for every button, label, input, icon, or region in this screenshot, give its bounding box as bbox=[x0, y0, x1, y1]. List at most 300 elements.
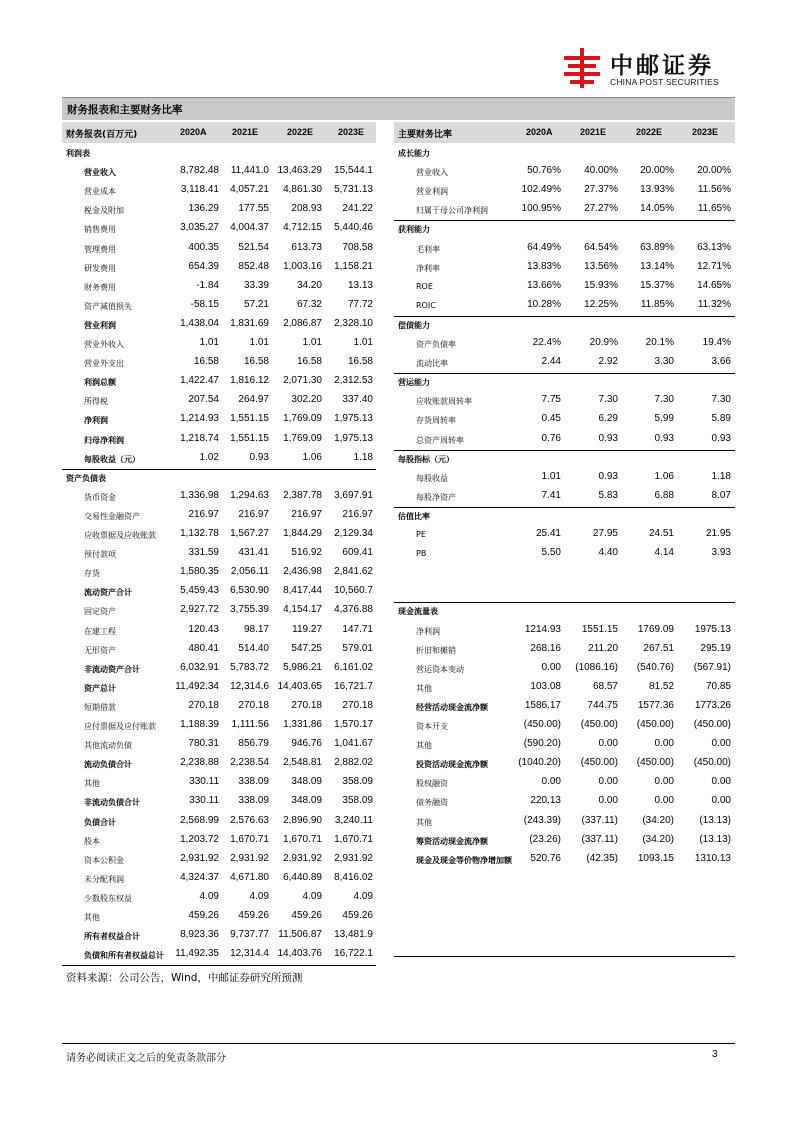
right-section-divider bbox=[394, 602, 735, 603]
left-row-label: 在建工程 bbox=[84, 626, 116, 636]
right-row-label: 其他 bbox=[416, 683, 432, 693]
right-row-label: 现金及现金等价物净增加额 bbox=[416, 855, 512, 865]
left-cell: 1,188.39 bbox=[180, 719, 219, 730]
left-row-label: 流动负债合计 bbox=[84, 760, 132, 770]
left-cell: 16.58 bbox=[296, 356, 322, 368]
left-cell: 16.58 bbox=[347, 356, 373, 368]
source-note: 资料来源：公司公告，Wind，中邮证券研究所预测 bbox=[66, 972, 303, 984]
left-cell: 1,294.63 bbox=[230, 489, 269, 501]
left-cell: 241.22 bbox=[342, 203, 373, 215]
right-cell: 7.41 bbox=[541, 489, 561, 501]
left-cell: 264.97 bbox=[238, 394, 269, 406]
right-cell: 744.75 bbox=[587, 699, 618, 711]
left-cell: 459.26 bbox=[291, 910, 322, 921]
left-cell: 852.48 bbox=[238, 260, 269, 272]
right-cell: 13.83% bbox=[527, 260, 561, 272]
left-cell: 400.35 bbox=[188, 241, 219, 253]
left-cell: 1.01 bbox=[353, 337, 373, 348]
right-cell: 40.00% bbox=[584, 165, 618, 177]
right-cell: 1586.17 bbox=[524, 699, 561, 711]
right-cell: (243.39) bbox=[523, 814, 561, 826]
left-row-label: 资产减值损失 bbox=[84, 301, 132, 311]
right-year-header: 2023E bbox=[692, 127, 719, 137]
right-cell: 10.28% bbox=[527, 298, 561, 310]
right-cell: 64.49% bbox=[527, 241, 561, 253]
right-cell: (567.91) bbox=[693, 661, 731, 673]
left-cell: 13,481.9 bbox=[334, 929, 373, 941]
left-row-label: 研发费用 bbox=[84, 263, 116, 273]
left-cell: 1,570.17 bbox=[334, 719, 373, 730]
left-cell: 216.97 bbox=[238, 508, 269, 520]
right-cell: (34.20) bbox=[642, 814, 674, 826]
left-cell: 2,056.11 bbox=[230, 566, 269, 578]
right-row-label: 存货周转率 bbox=[416, 416, 456, 426]
right-cell: 102.49% bbox=[521, 184, 561, 196]
left-cell: 2,086.87 bbox=[283, 317, 322, 329]
left-cell: 119.27 bbox=[292, 623, 322, 635]
left-cell: 2,931.92 bbox=[180, 852, 219, 864]
right-row-label: 折旧和摊销 bbox=[416, 645, 456, 655]
left-cell: 6,530.90 bbox=[230, 585, 269, 597]
left-row-label: 其他 bbox=[84, 913, 100, 922]
left-cell: 1,003.16 bbox=[283, 260, 322, 272]
left-row-label: 少数股东权益 bbox=[84, 893, 132, 903]
left-cell: 2,238.88 bbox=[180, 757, 219, 769]
left-cell: 2,312.53 bbox=[334, 375, 373, 387]
left-cell: 270.18 bbox=[238, 699, 269, 711]
right-row-label: 营运资本变动 bbox=[416, 664, 464, 674]
right-cell: 20.9% bbox=[589, 337, 618, 348]
right-cell: (450.00) bbox=[636, 719, 674, 730]
right-cell: 13.14% bbox=[640, 260, 674, 272]
right-row-label: 其他 bbox=[416, 817, 432, 827]
right-cell: (450.00) bbox=[636, 757, 674, 769]
right-cell: 7.30 bbox=[598, 394, 618, 406]
left-cell: 1,670.71 bbox=[230, 833, 269, 845]
left-cell: 3,240.11 bbox=[334, 814, 373, 826]
left-cell: 16.58 bbox=[243, 356, 269, 368]
left-cell: 8,416.02 bbox=[334, 871, 373, 883]
right-cell: 27.37% bbox=[584, 184, 618, 196]
right-cell: 2.92 bbox=[598, 356, 618, 368]
left-cell: 1,203.72 bbox=[180, 833, 219, 845]
left-cell: 15,544.1 bbox=[334, 165, 373, 177]
right-cell: 13.56% bbox=[584, 260, 618, 272]
left-cell: 4,861.30 bbox=[283, 184, 322, 196]
left-cell: 67.32 bbox=[296, 298, 322, 310]
right-cell: 1.18 bbox=[711, 470, 731, 482]
right-cell: 7.30 bbox=[654, 394, 674, 406]
footer-disclaimer: 请务必阅读正文之后的免责条款部分 bbox=[66, 1053, 226, 1064]
left-cell: 12,314.6 bbox=[230, 680, 269, 692]
left-cell: 4,671.80 bbox=[230, 871, 269, 883]
left-cell: 337.40 bbox=[342, 394, 373, 406]
right-cell: 1551.15 bbox=[581, 623, 618, 635]
left-row-label: 交易性金融资产 bbox=[84, 511, 140, 521]
left-cell: 270.18 bbox=[291, 699, 322, 711]
left-year-header: 2021E bbox=[232, 127, 259, 137]
left-row-label: 短期借款 bbox=[84, 702, 116, 712]
right-year-header: 2021E bbox=[580, 127, 607, 137]
right-cell: 4.40 bbox=[598, 547, 618, 559]
left-cell: 1,336.98 bbox=[180, 489, 219, 501]
left-cell: 1,816.12 bbox=[230, 375, 269, 387]
right-row-label: 归属于母公司净利润 bbox=[416, 206, 488, 216]
left-cell: 2,841.62 bbox=[334, 566, 373, 578]
left-row-label: 负债和所有者权益总计 bbox=[84, 951, 164, 961]
right-cell: (42.35) bbox=[586, 852, 618, 864]
right-cell: 81.52 bbox=[648, 680, 674, 692]
left-cell: 459.26 bbox=[238, 910, 269, 921]
left-cell: 1,844.29 bbox=[283, 528, 322, 539]
left-cell: 270.18 bbox=[342, 699, 373, 711]
right-cell: 220.13 bbox=[530, 795, 561, 807]
left-cell: 11,492.35 bbox=[175, 948, 219, 960]
left-row-label: 所得税 bbox=[84, 397, 108, 407]
left-cell: 1.01 bbox=[302, 337, 322, 348]
right-cell: 14.65% bbox=[697, 279, 731, 291]
left-row-label: 负债合计 bbox=[84, 817, 116, 827]
right-cell: 103.08 bbox=[530, 680, 561, 692]
left-cell: 3,035.27 bbox=[180, 222, 219, 234]
right-cell: (13.13) bbox=[699, 833, 731, 845]
left-row-label: 税金及附加 bbox=[84, 206, 124, 216]
left-cell: 579.01 bbox=[342, 642, 373, 654]
right-cell: 11.85% bbox=[640, 298, 674, 310]
right-cell: (450.00) bbox=[693, 719, 731, 730]
left-cell: 1,041.67 bbox=[334, 738, 373, 750]
right-section-label: 成长能力 bbox=[398, 149, 430, 158]
left-cell: 11,441.0 bbox=[230, 165, 269, 177]
right-row-label: 营业收入 bbox=[416, 168, 448, 178]
left-row-label: 流动资产合计 bbox=[84, 588, 132, 598]
right-cell: 20.1% bbox=[645, 337, 674, 348]
right-cell: 20.00% bbox=[640, 165, 674, 177]
left-bottom-rule bbox=[62, 965, 376, 966]
left-cell: 1.01 bbox=[249, 337, 269, 348]
left-cell: 4.09 bbox=[199, 890, 219, 902]
left-row-label: 每股收益（元） bbox=[84, 454, 140, 464]
right-cell: 0.00 bbox=[654, 776, 674, 788]
left-cell: -58.15 bbox=[190, 298, 219, 310]
left-year-header: 2022E bbox=[287, 127, 314, 137]
left-cell: 358.09 bbox=[342, 776, 373, 788]
left-cell: 2,931.92 bbox=[230, 852, 269, 864]
left-cell: 5,783.72 bbox=[230, 661, 269, 673]
left-cell: 1.02 bbox=[199, 451, 219, 463]
right-cell: 11.56% bbox=[697, 184, 731, 196]
left-cell: 4,324.37 bbox=[180, 871, 219, 883]
right-cell: 268.16 bbox=[530, 642, 561, 654]
right-section-divider bbox=[394, 220, 735, 221]
left-cell: 8,417.44 bbox=[283, 585, 322, 597]
right-cell: 1310.13 bbox=[694, 852, 731, 864]
right-section-divider bbox=[394, 507, 735, 508]
left-row-label: 净利润 bbox=[84, 416, 108, 426]
right-row-label: ROE bbox=[416, 281, 433, 291]
right-cell: (1086.16) bbox=[575, 661, 618, 673]
left-cell: 4.09 bbox=[249, 890, 269, 902]
left-cell: 10,560.7 bbox=[334, 585, 373, 597]
right-cell: 15.93% bbox=[584, 279, 618, 291]
left-cell: 1,769.09 bbox=[283, 432, 322, 444]
right-cell: 0.00 bbox=[598, 738, 618, 750]
brand-logo bbox=[560, 46, 735, 92]
right-row-label: 投资活动现金流净额 bbox=[416, 760, 488, 770]
left-cell: 431.41 bbox=[238, 547, 269, 559]
left-cell: 16,721.7 bbox=[334, 680, 373, 692]
right-cell: (450.00) bbox=[523, 719, 561, 730]
left-cell: 11,492.34 bbox=[175, 680, 219, 692]
right-bottom-rule bbox=[394, 956, 735, 957]
footer-divider bbox=[62, 1043, 735, 1044]
left-cell: 330.11 bbox=[189, 776, 219, 788]
left-cell: 459.26 bbox=[188, 910, 219, 921]
right-cell: 6.88 bbox=[654, 489, 674, 501]
right-cell: 11.65% bbox=[697, 203, 731, 215]
right-cell: 21.95 bbox=[705, 528, 731, 539]
right-cell: 1773.26 bbox=[694, 699, 731, 711]
left-row-label: 营业利润 bbox=[84, 320, 116, 330]
page-number: 3 bbox=[712, 1049, 718, 1060]
left-cell: 1,158.21 bbox=[334, 260, 373, 272]
right-cell: 12.71% bbox=[697, 260, 731, 272]
right-row-label: 经营活动现金流净额 bbox=[416, 702, 488, 712]
right-cell: (450.00) bbox=[693, 757, 731, 769]
right-year-header: 2020A bbox=[526, 127, 553, 137]
right-section-label: 偿债能力 bbox=[398, 320, 430, 330]
right-cell: 0.93 bbox=[654, 432, 674, 444]
left-row-label: 财务费用 bbox=[84, 282, 116, 292]
left-cell: 5,440.46 bbox=[334, 222, 373, 234]
right-cell: 5.50 bbox=[541, 547, 561, 559]
right-cell: (337.11) bbox=[581, 814, 618, 826]
left-cell: 1,551.15 bbox=[230, 413, 269, 425]
left-cell: 5,731.13 bbox=[334, 184, 373, 196]
left-cell: 177.55 bbox=[238, 203, 269, 215]
left-cell: 33.39 bbox=[243, 279, 269, 291]
left-cell: 14,403.65 bbox=[277, 680, 322, 692]
right-cell: (540.76) bbox=[636, 661, 674, 673]
right-cell: 0.45 bbox=[541, 413, 561, 425]
left-cell: 330.11 bbox=[189, 795, 219, 807]
left-cell: 1,111.56 bbox=[231, 719, 269, 730]
left-cell: 2,548.81 bbox=[283, 757, 322, 769]
right-cell: 0.00 bbox=[711, 776, 731, 788]
right-row-label: 每股净资产 bbox=[416, 492, 456, 502]
right-cell: 12.25% bbox=[584, 298, 618, 310]
right-cell: 3.93 bbox=[711, 547, 731, 559]
left-year-header: 2020A bbox=[180, 127, 207, 137]
left-section-label: 资产负债表 bbox=[66, 473, 106, 483]
left-row-label: 其他 bbox=[84, 779, 100, 789]
left-cell: 6,032.91 bbox=[180, 661, 219, 673]
left-cell: 302.20 bbox=[291, 394, 322, 406]
right-row-label: 其他 bbox=[416, 741, 432, 751]
left-cell: 1,567.27 bbox=[230, 528, 269, 539]
left-cell: 57.21 bbox=[243, 298, 269, 310]
right-cell: 4.14 bbox=[654, 547, 674, 559]
right-cell: 211.20 bbox=[588, 642, 618, 654]
left-cell: 2,896.90 bbox=[283, 814, 322, 826]
right-cell: 24.51 bbox=[648, 528, 674, 539]
left-cell: 1,218.74 bbox=[180, 432, 219, 444]
left-row-label: 应付票据及应付账款 bbox=[84, 722, 156, 731]
right-row-label: 资产负债率 bbox=[416, 340, 456, 349]
left-cell: 216.97 bbox=[188, 508, 219, 520]
left-cell: 946.76 bbox=[291, 738, 322, 750]
left-cell: 2,129.34 bbox=[334, 528, 373, 539]
left-cell: 4,154.17 bbox=[283, 604, 322, 616]
right-cell: 3.66 bbox=[711, 356, 731, 368]
right-cell: 0.93 bbox=[711, 432, 731, 444]
left-cell: 3,697.91 bbox=[334, 489, 373, 501]
left-row-label: 非流动负债合计 bbox=[84, 798, 140, 808]
left-cell: 856.79 bbox=[238, 738, 269, 750]
left-cell: 1,670.71 bbox=[283, 833, 322, 845]
left-cell: 13,463.29 bbox=[277, 165, 322, 177]
left-row-label: 无形资产 bbox=[84, 645, 116, 655]
right-cell: (13.13) bbox=[699, 814, 731, 826]
right-year-header: 2022E bbox=[636, 127, 663, 137]
left-row-label: 货币资金 bbox=[84, 492, 116, 502]
right-cell: 1.06 bbox=[654, 470, 674, 482]
left-cell: 13.13 bbox=[347, 279, 373, 291]
left-cell: 1,831.69 bbox=[230, 317, 269, 329]
right-row-label: 每股收益 bbox=[416, 473, 448, 483]
left-cell: 208.93 bbox=[291, 203, 322, 215]
left-cell: 3,755.39 bbox=[230, 604, 269, 616]
right-cell: 0.93 bbox=[598, 432, 618, 444]
left-cell: 1.18 bbox=[353, 451, 373, 463]
left-cell: 8,923.36 bbox=[180, 929, 219, 941]
right-cell: (23.26) bbox=[529, 833, 561, 845]
right-cell: 63.13% bbox=[697, 241, 731, 253]
right-section-label: 营运能力 bbox=[398, 378, 430, 388]
right-row-label: 毛利率 bbox=[416, 244, 440, 254]
right-row-label: 流动比率 bbox=[416, 359, 448, 369]
right-cell: 5.83 bbox=[598, 489, 618, 501]
left-row-label: 营业外支出 bbox=[84, 359, 124, 369]
left-cell: 2,328.10 bbox=[334, 317, 373, 329]
left-cell: 654.39 bbox=[188, 260, 219, 272]
right-cell: 63.89% bbox=[640, 241, 674, 253]
left-cell: 2,576.63 bbox=[230, 814, 269, 826]
left-cell: 2,568.99 bbox=[180, 814, 219, 826]
right-cell: 1.01 bbox=[541, 470, 561, 482]
left-cell: 11,506.87 bbox=[278, 929, 322, 941]
left-cell: 331.59 bbox=[188, 547, 219, 559]
right-row-label: 净利率 bbox=[416, 263, 440, 273]
right-cell: 15.37% bbox=[640, 279, 674, 291]
left-cell: 6,161.02 bbox=[334, 661, 373, 673]
left-cell: 459.26 bbox=[342, 910, 373, 921]
left-cell: 780.31 bbox=[188, 738, 219, 750]
left-row-label: 管理费用 bbox=[84, 244, 116, 254]
right-cell: 5.99 bbox=[654, 413, 674, 425]
right-row-label: 资本开支 bbox=[416, 722, 448, 731]
left-cell: 207.54 bbox=[188, 394, 219, 406]
left-cell: 609.41 bbox=[342, 547, 373, 559]
right-row-label: 总资产周转率 bbox=[416, 435, 464, 445]
left-row-label: 应收票据及应收账款 bbox=[84, 531, 156, 540]
right-row-label: 筹资活动现金流净额 bbox=[416, 836, 488, 846]
right-cell: (1040.20) bbox=[518, 757, 561, 769]
left-cell: 2,387.78 bbox=[283, 489, 322, 501]
right-cell: 295.19 bbox=[700, 642, 731, 654]
left-cell: 6,440.89 bbox=[283, 871, 322, 883]
right-cell: 8.07 bbox=[711, 489, 731, 501]
left-cell: 338.09 bbox=[238, 795, 269, 807]
left-cell: 34.20 bbox=[296, 279, 322, 291]
left-row-label: 预付款项 bbox=[84, 550, 116, 560]
left-cell: 4.09 bbox=[353, 890, 373, 902]
left-cell: 1,670.71 bbox=[334, 833, 373, 845]
left-row-label: 归母净利润 bbox=[84, 435, 124, 445]
left-cell: 516.92 bbox=[291, 547, 322, 559]
left-row-label: 所有者权益合计 bbox=[84, 932, 140, 942]
left-row-label: 营业成本 bbox=[84, 187, 116, 197]
left-cell: 521.54 bbox=[238, 241, 269, 253]
left-cell: 348.09 bbox=[291, 795, 322, 807]
left-cell: 147.71 bbox=[342, 623, 373, 635]
right-cell: 13.93% bbox=[640, 184, 674, 196]
right-cell: 68.57 bbox=[592, 680, 618, 692]
right-cell: 13.66% bbox=[527, 279, 561, 291]
right-section-divider bbox=[394, 316, 735, 317]
left-cell: 1,975.13 bbox=[334, 413, 373, 425]
left-row-label: 利润总额 bbox=[84, 378, 116, 388]
left-cell: 358.09 bbox=[342, 795, 373, 807]
right-cell: 27.95 bbox=[592, 528, 618, 539]
left-row-label: 其他流动负债 bbox=[84, 741, 132, 751]
right-cell: 25.41 bbox=[535, 528, 561, 539]
left-cell: 2,927.72 bbox=[180, 604, 219, 616]
right-cell: 7.30 bbox=[711, 394, 731, 406]
left-cell: 14,403.76 bbox=[277, 948, 322, 960]
right-cell: 70.85 bbox=[705, 680, 731, 692]
left-cell: 16.58 bbox=[193, 356, 219, 368]
left-cell: 2,882.02 bbox=[334, 757, 373, 769]
left-cell: 1,975.13 bbox=[334, 432, 373, 444]
right-cell: 0.93 bbox=[598, 470, 618, 482]
left-cell: 1.06 bbox=[302, 451, 322, 463]
right-cell: (450.00) bbox=[580, 719, 618, 730]
right-cell: 0.00 bbox=[598, 795, 618, 807]
left-cell: -1.84 bbox=[196, 279, 219, 291]
right-cell: 22.4% bbox=[532, 337, 561, 348]
right-cell: (34.20) bbox=[642, 833, 674, 845]
brand-name-cn: 中邮证券 bbox=[610, 53, 714, 79]
left-cell: 338.09 bbox=[238, 776, 269, 788]
right-row-label: 应收账款周转率 bbox=[416, 397, 472, 407]
left-cell: 547.25 bbox=[291, 642, 322, 654]
right-cell: 50.76% bbox=[527, 165, 561, 177]
left-cell: 2,071.30 bbox=[283, 375, 322, 387]
left-row-label: 资产总计 bbox=[84, 683, 116, 693]
left-cell: 4.09 bbox=[302, 890, 322, 902]
right-cell: 0.00 bbox=[541, 661, 561, 673]
right-cell: 0.00 bbox=[654, 738, 674, 750]
left-cell: 4,004.37 bbox=[230, 222, 269, 234]
right-cell: 520.76 bbox=[530, 852, 561, 864]
right-cell: 1214.93 bbox=[524, 623, 561, 635]
left-cell: 9,737.77 bbox=[230, 929, 269, 941]
left-table-header: 财务报表(百万元) bbox=[66, 130, 138, 140]
left-row-label: 固定资产 bbox=[84, 607, 116, 617]
right-cell: 267.51 bbox=[643, 642, 674, 654]
right-cell: 2.44 bbox=[541, 356, 561, 368]
